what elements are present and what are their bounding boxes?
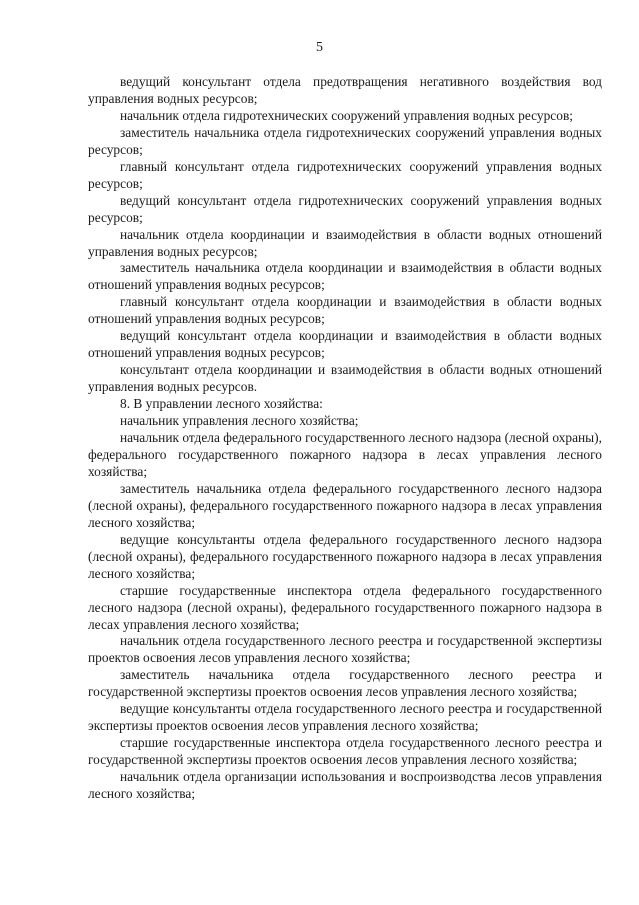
paragraph: начальник отдела координации и взаимодействия в области водных отношений управления водных ресурсов; [88,226,602,259]
paragraph: начальник отдела организации использования и воспроизводства лесов управления лесного хозяйства; [88,769,602,802]
paragraph: главный консультант отдела гидротехнических сооружений управления водных ресурсов; [88,158,602,191]
paragraph: ведущий консультант отдела координации и взаимодействия в области водных отношений управления водных ресурсов; [88,328,602,361]
paragraph: ведущие консультанты отдела государственного лесного реестра и государственной экспертизы проектов освоения лесов управления лесного хозяйства; [88,701,602,734]
paragraph: старшие государственные инспектора отдела государственного лесного реестра и государственной экспертизы проектов освоения лесов управления лесного хозяйства; [88,735,602,768]
paragraph: заместитель начальника отдела координации и взаимодействия в области водных отношений управления водных ресурсов; [88,260,602,293]
paragraph: главный консультант отдела координации и взаимодействия в области водных отношений управления водных ресурсов; [88,294,602,327]
paragraph: консультант отдела координации и взаимодействия в области водных отношений управления водных ресурсов. [88,362,602,395]
section-heading: 8. В управлении лесного хозяйства: [120,396,323,412]
page-number: 5 [316,40,323,55]
paragraph: ведущий консультант отдела предотвращения негативного воздействия вод управления водных ресурсов; [88,74,602,106]
paragraph: заместитель начальника отдела федерального государственного лесного надзора (лесной охраны), федерального государственного пожарного надзора в лесах управления лесного хозяйства; [88,480,602,530]
paragraph: начальник отдела гидротехнических сооружений управления водных ресурсов; [120,107,573,123]
document-body [88,74,602,803]
paragraph: начальник отдела федерального государственного лесного надзора (лесной охраны), федерального государственного пожарного надзора в лесах управления лесного хозяйства; [88,430,602,479]
paragraph: заместитель начальника отдела гидротехнических сооружений управления водных ресурсов; [88,124,602,157]
paragraph: начальник отдела государственного лесного реестра и государственной экспертизы проектов освоения лесов управления лесного хозяйства; [88,633,602,666]
paragraph: старшие государственные инспектора отдела федерального государственного лесного надзора (лесной охраны), федерального государственного пожарного надзора в лесах управления лесного хозяйства; [88,582,602,632]
paragraph: начальник управления лесного хозяйства; [120,413,359,429]
paragraph: заместитель начальника отдела государственного лесного реестра и государственной экспертизы проектов освоения лесов управления лесного хозяйства; [88,667,602,700]
paragraph: ведущие консультанты отдела федерального государственного лесного надзора (лесной охраны), федерального государственного пожарного надзора в лесах управления лесного хозяйства; [88,531,602,581]
paragraph: ведущий консультант отдела гидротехнических сооружений управления водных ресурсов; [88,192,602,225]
